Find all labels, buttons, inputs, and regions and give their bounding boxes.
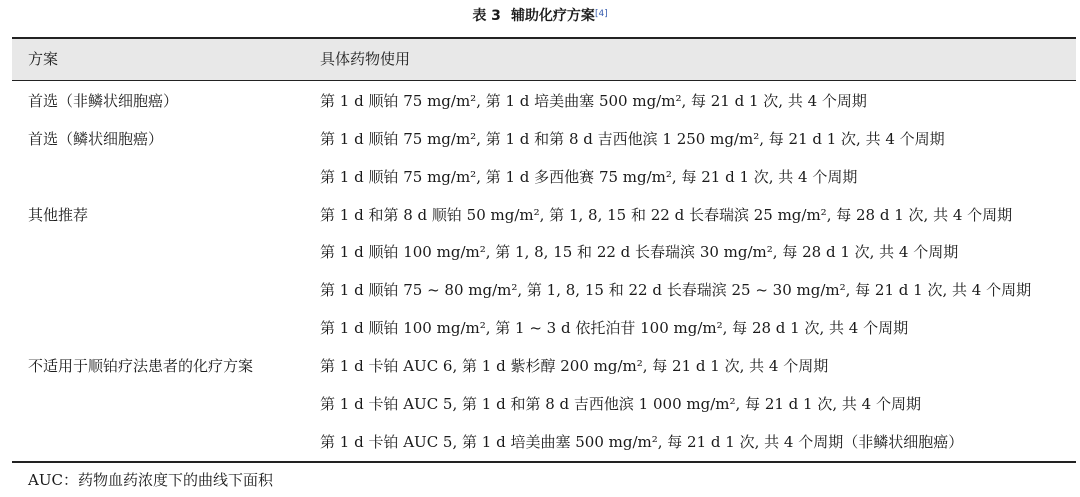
- drug-usage-cell: 第 1 d 和第 8 d 顺铂 50 mg/m², 第 1, 8, 15 和 22 d 长春瑞滨 25 mg/m², 每 28 d 1 次, 共 4 个周期: [320, 206, 1013, 224]
- drug-usage-cell: 第 1 d 顺铂 75 mg/m², 第 1 d 和第 8 d 吉西他滨 1 250 mg/m², 每 21 d 1 次, 共 4 个周期: [320, 130, 945, 148]
- drug-usage-cell: 第 1 d 顺铂 75 mg/m², 第 1 d 多西他赛 75 mg/m², 每 21 d 1 次, 共 4 个周期: [320, 168, 858, 186]
- drug-usage-cell: 第 1 d 顺铂 75 ~ 80 mg/m², 第 1, 8, 15 和 22 d 长春瑞滨 25 ~ 30 mg/m², 每 21 d 1 次, 共 4 个周期: [320, 281, 1032, 299]
- drug-usage-cell: 第 1 d 顺铂 100 mg/m², 第 1, 8, 15 和 22 d 长春瑞滨 30 mg/m², 每 28 d 1 次, 共 4 个周期: [320, 243, 959, 261]
- table-caption-label: 表 3: [472, 8, 501, 24]
- scheme-cell: 首选（非鳞状细胞癌）: [28, 92, 179, 110]
- table-header-rule: [12, 80, 1076, 81]
- drug-usage-cell: 第 1 d 顺铂 100 mg/m², 第 1 ~ 3 d 依托泊苷 100 mg/m², 每 28 d 1 次, 共 4 个周期: [320, 319, 909, 337]
- table-header-band: [12, 39, 1076, 80]
- table-bottom-rule: [12, 461, 1076, 463]
- table-footnote: AUC：药物血药浓度下的曲线下面积: [28, 471, 273, 489]
- scheme-cell: 不适用于顺铂疗法患者的化疗方案: [28, 357, 254, 375]
- reference-link[interactable]: [4]: [594, 9, 608, 19]
- drug-usage-cell: 第 1 d 卡铂 AUC 6, 第 1 d 紫杉醇 200 mg/m², 每 21 d 1 次, 共 4 个周期: [320, 357, 829, 375]
- column-header-scheme: 方案: [28, 50, 59, 68]
- drug-usage-cell: 第 1 d 卡铂 AUC 5, 第 1 d 培美曲塞 500 mg/m², 每 21 d 1 次, 共 4 个周期（非鳞状细胞癌）: [320, 433, 964, 451]
- scheme-cell: 首选（鳞状细胞癌）: [28, 130, 164, 148]
- column-header-drug-usage: 具体药物使用: [320, 50, 411, 68]
- drug-usage-cell: 第 1 d 卡铂 AUC 5, 第 1 d 和第 8 d 吉西他滨 1 000 mg/m², 每 21 d 1 次, 共 4 个周期: [320, 395, 921, 413]
- scheme-cell: 其他推荐: [28, 206, 89, 224]
- table-caption: [0, 6, 1080, 26]
- table-caption-title: 辅助化疗方案: [510, 8, 595, 24]
- drug-usage-cell: 第 1 d 顺铂 75 mg/m², 第 1 d 培美曲塞 500 mg/m², 每 21 d 1 次, 共 4 个周期: [320, 92, 867, 110]
